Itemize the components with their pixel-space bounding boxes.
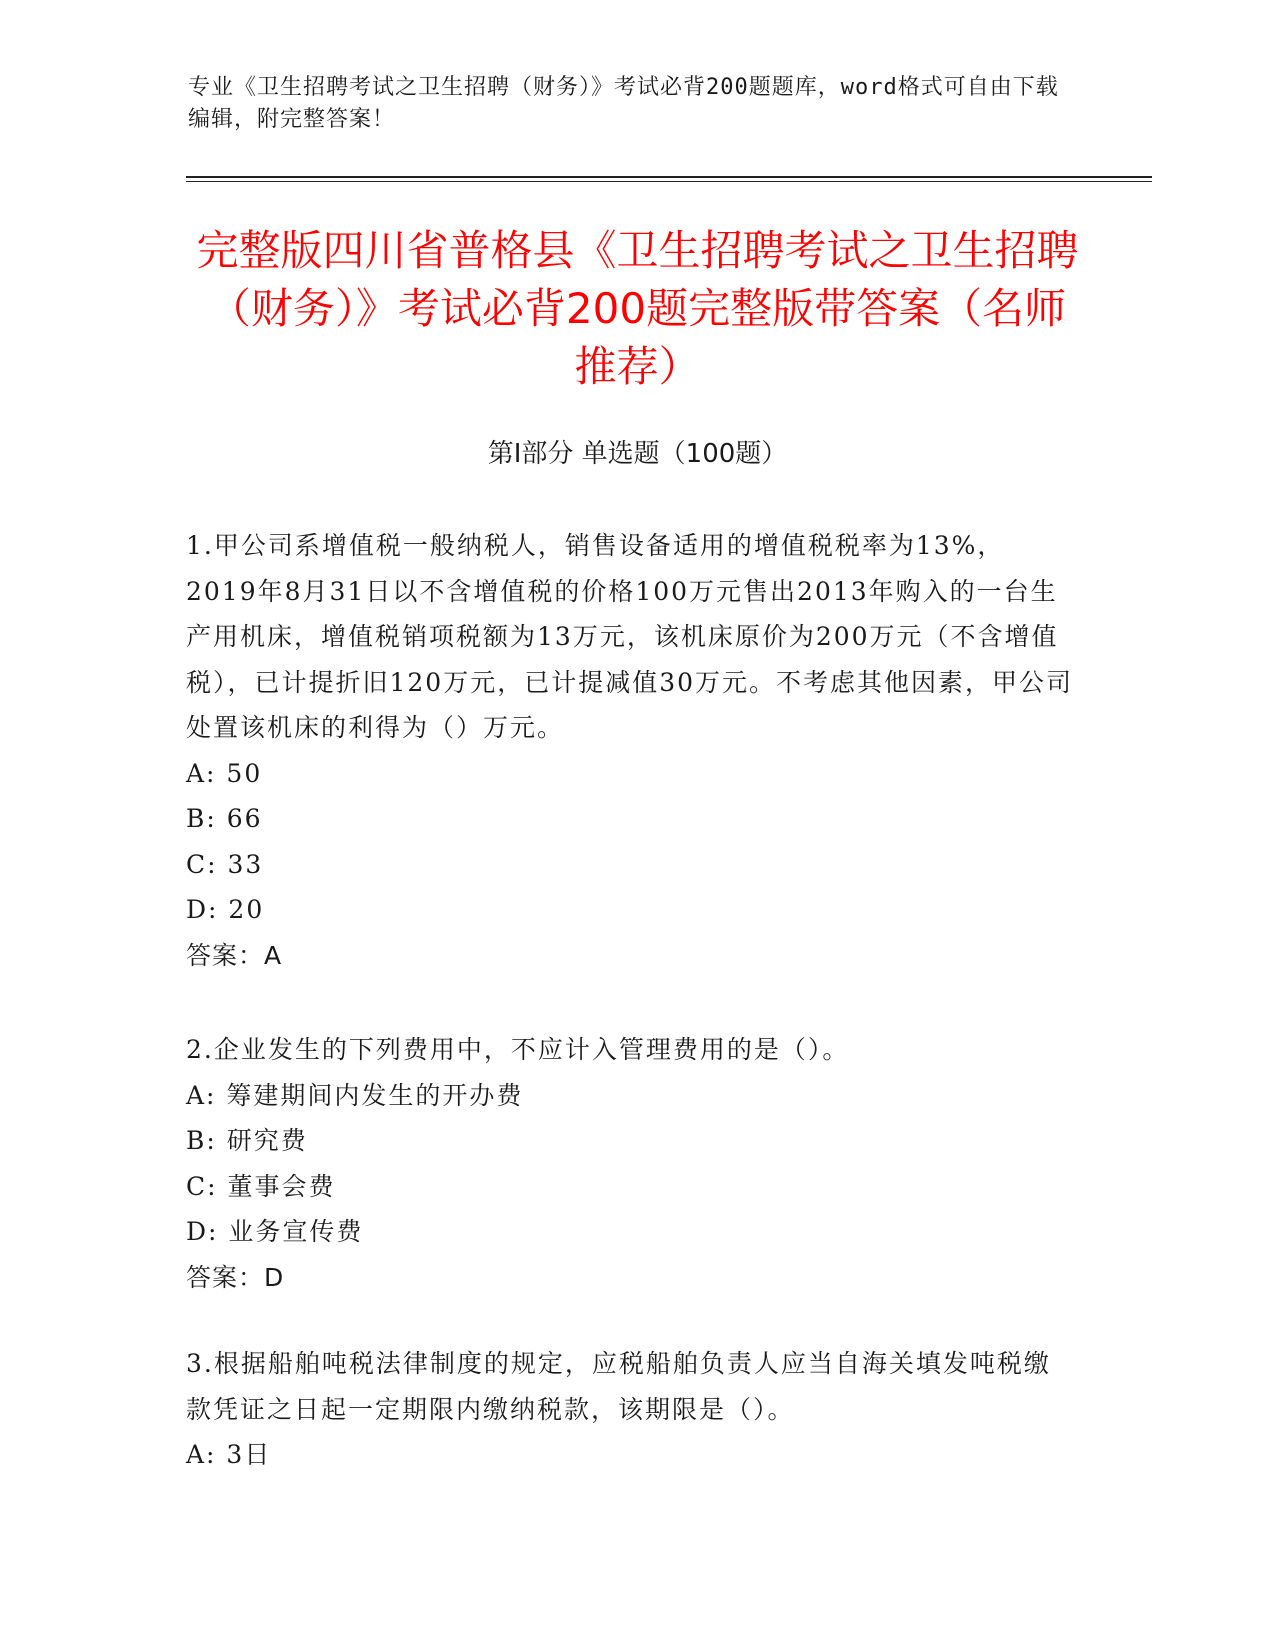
question-stem: 1.甲公司系增值税一般纳税人，销售设备适用的增值税税率为13%，2019年8月31日以不含增值税的价格100万元售出2013年购入的一台生产用机床，增值税销项税额为13万元，该机床原价为200万元（不含增值税），已计提折旧120万元，已计提减值30万元。不考虑其他因素，甲公司处置该机床的利得为（）万元。	[186, 531, 1074, 742]
option-b: B: 研究费	[186, 1126, 308, 1155]
document-title: 完整版四川省普格县《卫生招聘考试之卫生招聘（财务）》考试必背200题完整版带答案（名师推荐）	[196, 226, 1079, 391]
option-b: B: 66	[186, 804, 263, 833]
question-stem: 2.企业发生的下列费用中，不应计入管理费用的是（）。	[186, 1035, 850, 1064]
question-2	[186, 1027, 1076, 1300]
answer: 答案：D	[186, 1262, 285, 1292]
option-a: A: 50	[186, 758, 263, 788]
option-c: C: 33	[186, 849, 264, 879]
option-d: D: 业务宣传费	[186, 1217, 364, 1246]
option-d: D: 20	[186, 895, 265, 924]
option-a: A: 3日	[186, 1440, 272, 1469]
page-header: 专业《卫生招聘考试之卫生招聘（财务）》考试必背200题题库，word格式可自由下载编辑，附完整答案！	[188, 75, 1059, 132]
question-1	[186, 523, 1076, 978]
question-stem: 3.根据船舶吨税法律制度的规定，应税船舶负责人应当自海关填发吨税缴款凭证之日起一定期限内缴纳税款，该期限是（）。	[186, 1349, 1051, 1424]
option-c: C: 董事会费	[186, 1171, 336, 1201]
question-3	[186, 1341, 1076, 1478]
header-divider	[186, 176, 1152, 182]
answer: 答案：A	[186, 940, 283, 970]
section-title: 第I部分 单选题（100题）	[487, 439, 788, 469]
option-a: A: 筹建期间内发生的开办费	[186, 1080, 524, 1110]
